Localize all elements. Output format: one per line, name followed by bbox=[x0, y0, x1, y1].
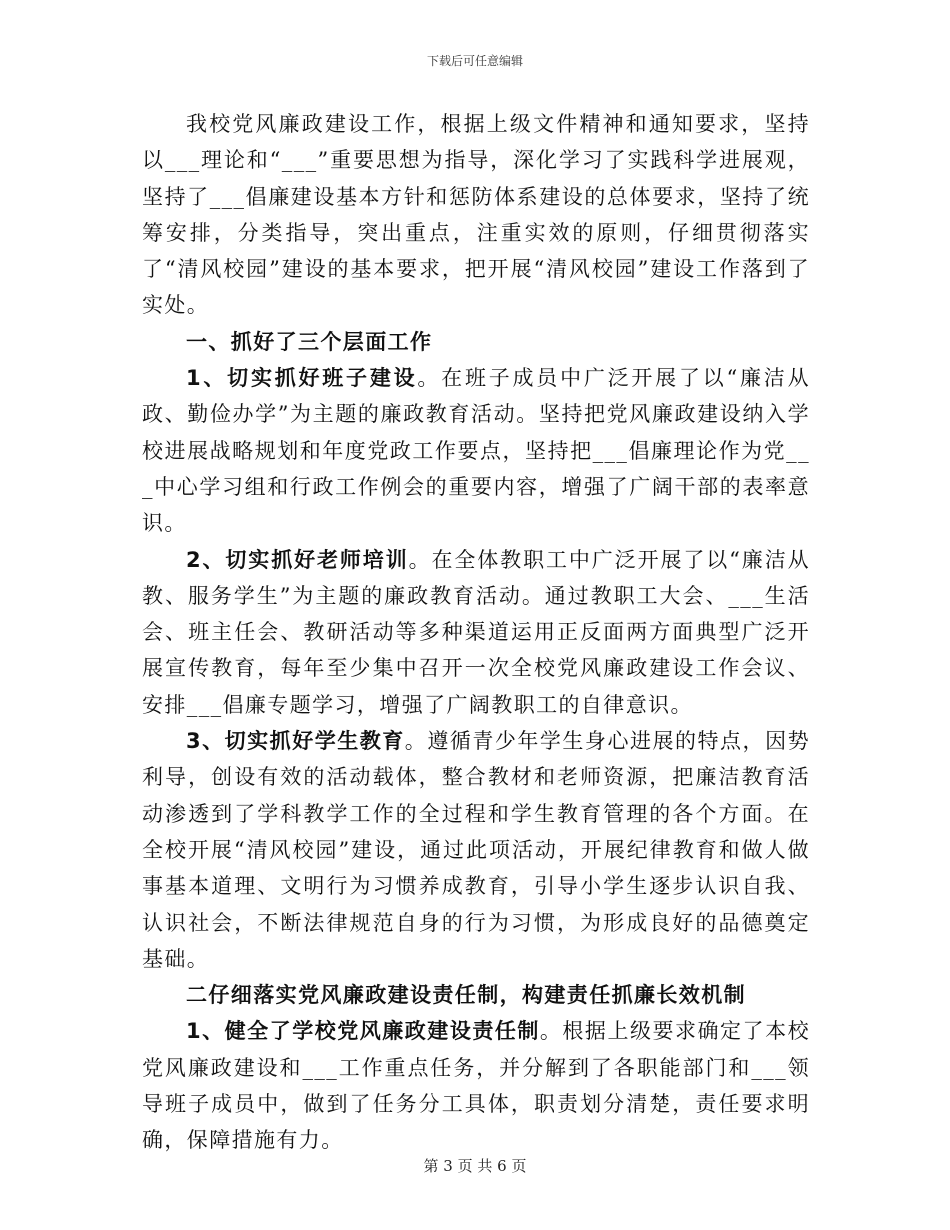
page-header: 下载后可任意编辑 bbox=[426, 54, 523, 68]
item-text: 。遵循青少年学生身心进展的特点，因势利导，创设有效的活动载体，整合教材和老师资源，把廉洁教育活动渗透到了学科教学工作的全过程和学生教育管理的各个方面。在全校开展“清风校园”建设，通过此项活动，开展纪律教育和做人做事基本道理、文明行为习惯养成教育，引导小学生逐步认识自我、认识社会，不断法律规范自身的行为习惯，为形成良好的品德奠定基础。 bbox=[142, 729, 810, 971]
section-2-item-1 bbox=[142, 1013, 810, 1158]
section-1-item-1 bbox=[142, 360, 810, 541]
section-1-item-3 bbox=[142, 723, 810, 977]
section-2-heading: 二仔细落实党风廉政建设责任制，构建责任抓廉长效机制 bbox=[186, 983, 746, 1008]
item-lead: 1、切实抓好班子建设 bbox=[186, 366, 418, 391]
item-lead: 1、健全了学校党风廉政建设责任制 bbox=[186, 1019, 540, 1044]
section-1-heading: 一、抓好了三个层面工作 bbox=[186, 329, 433, 354]
intro-paragraph: 我校党风廉政建设工作，根据上级文件精神和通知要求，坚持以___理论和“___”重要思想为指导，深化学习了实践科学进展观，坚持了___倡廉建设基本方针和惩防体系建设的总体要求，坚持了统筹安排，分类指导，突出重点，注重实效的原则，仔细贯彻落实了“清风校园”建设的基本要求，把开展“清风校园”建设工作落到了实处。 bbox=[142, 112, 810, 318]
document-body bbox=[142, 106, 810, 1159]
item-text: 。在全体教职工中广泛开展了以“廉洁从教、服务学生”为主题的廉政教育活动。通过教职工大会、___生活会、班主任会、教研活动等多种渠道运用正反面两方面典型广泛开展宣传教育，每年至少集中召开一次全校党风廉政建设工作会议、安排___倡廉专题学习，增强了广阔教职工的自律意识。 bbox=[142, 547, 810, 717]
page-number: 第 3 页 共 6 页 bbox=[423, 1157, 527, 1175]
item-lead: 3、切实抓好学生教育 bbox=[186, 729, 405, 754]
item-text: 。根据上级要求确定了本校党风廉政建设和___工作重点任务，并分解到了各职能部门和___领导班子成员中，做到了任务分工具体，职责划分清楚，责任要求明确，保障措施有力。 bbox=[142, 1019, 810, 1153]
item-lead: 2、切实抓好老师培训 bbox=[186, 547, 409, 572]
item-text: 。在班子成员中广泛开展了以“廉洁从政、勤俭办学”为主题的廉政教育活动。坚持把党风廉政建设纳入学校进展战略规划和年度党政工作要点，坚持把___倡廉理论作为党___中心学习组和行政工作例会的重要内容，增强了广阔干部的表率意识。 bbox=[142, 366, 810, 536]
section-1-item-2 bbox=[142, 542, 810, 723]
